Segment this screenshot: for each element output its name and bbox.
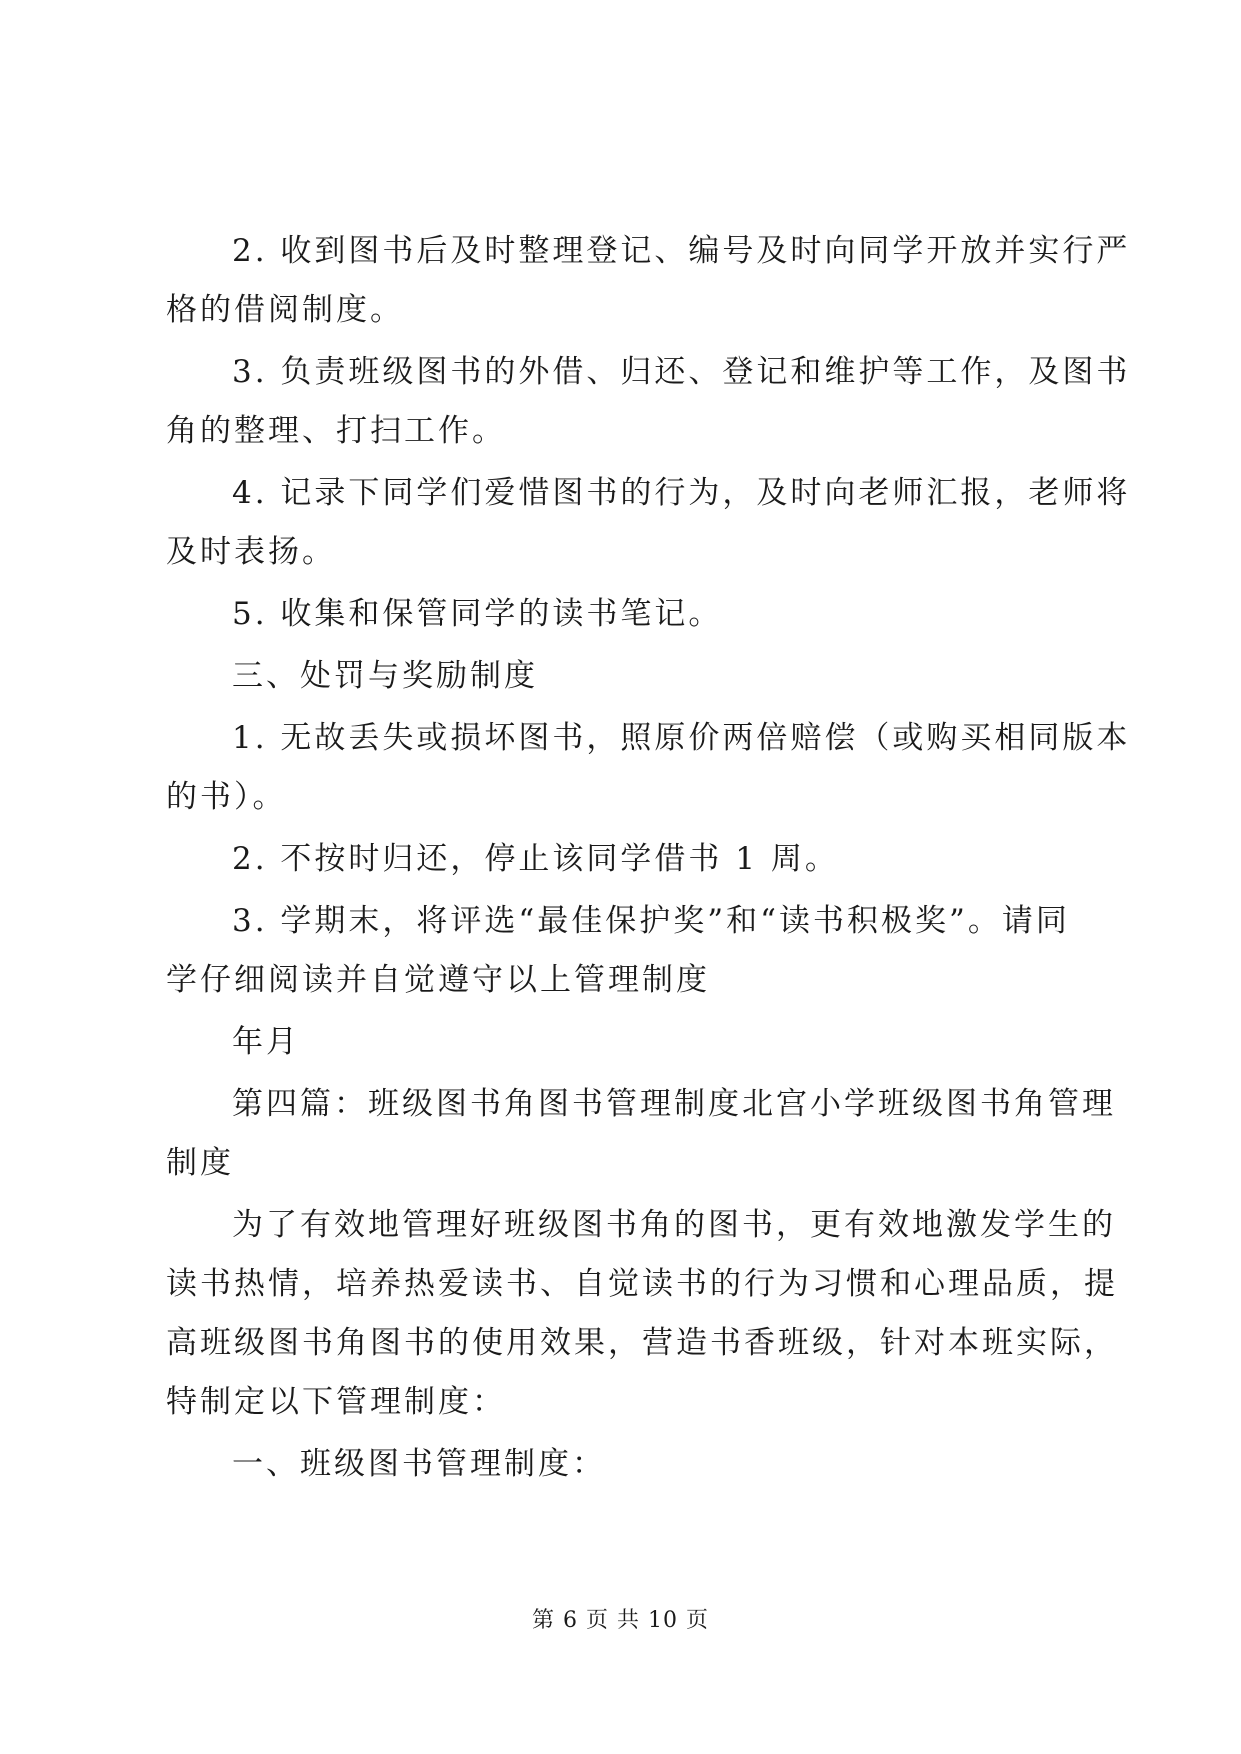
document-body bbox=[166, 222, 1131, 1497]
text-line: 及时表扬。 bbox=[166, 534, 336, 570]
text-line: 2. 收到图书后及时整理登记、编号及时向同学开放并实行严 bbox=[232, 233, 1131, 269]
paragraph-item-4 bbox=[166, 464, 1131, 582]
penalty-item-1 bbox=[166, 709, 1131, 827]
text-line: 3. 负责班级图书的外借、归还、登记和维护等工作，及图书 bbox=[232, 354, 1131, 390]
text-line: 1. 无故丢失或损坏图书，照原价两倍赔偿（或购买相同版本 bbox=[232, 720, 1131, 756]
date-line bbox=[166, 1013, 1086, 1072]
text-line: 2. 不按时归还，停止该同学借书 1 周。 bbox=[232, 841, 839, 877]
section-heading-management bbox=[166, 1435, 1086, 1494]
text-line: 年月 bbox=[232, 1024, 300, 1060]
paragraph-item-5 bbox=[166, 585, 1086, 644]
text-line: 读书热情，培养热爱读书、自觉读书的行为习惯和心理品质，提 bbox=[166, 1266, 1118, 1302]
intro-paragraph bbox=[166, 1196, 1118, 1432]
text-line: 一、班级图书管理制度： bbox=[232, 1446, 606, 1482]
text-line: 第四篇：班级图书角图书管理制度北宫小学班级图书角管理 bbox=[232, 1086, 1116, 1122]
penalty-item-2 bbox=[166, 830, 1086, 889]
page-footer: 第 6 页 共 10 页 bbox=[532, 1608, 709, 1633]
text-line: 制度 bbox=[166, 1145, 234, 1181]
penalty-item-3 bbox=[166, 892, 1086, 1010]
text-line: 的书）。 bbox=[166, 779, 287, 815]
text-line: 角的整理、打扫工作。 bbox=[166, 413, 506, 449]
section-heading-penalties bbox=[166, 647, 1086, 706]
text-line: 为了有效地管理好班级图书角的图书，更有效地激发学生的 bbox=[232, 1207, 1116, 1243]
paragraph-item-2 bbox=[166, 222, 1131, 340]
text-line: 3. 学期末，将评选“最佳保护奖”和“读书积极奖”。请同 bbox=[232, 903, 1070, 939]
paragraph-item-3 bbox=[166, 343, 1131, 461]
text-line: 学仔细阅读并自觉遵守以上管理制度 bbox=[166, 962, 710, 998]
chapter-title bbox=[166, 1075, 1116, 1193]
text-line: 5. 收集和保管同学的读书笔记。 bbox=[232, 596, 723, 632]
text-line: 特制定以下管理制度： bbox=[166, 1384, 506, 1420]
text-line: 高班级图书角图书的使用效果，营造书香班级，针对本班实际， bbox=[166, 1325, 1118, 1361]
text-line: 格的借阅制度。 bbox=[166, 292, 404, 328]
text-line: 4. 记录下同学们爱惜图书的行为，及时向老师汇报，老师将 bbox=[232, 475, 1131, 511]
text-line: 三、处罚与奖励制度 bbox=[232, 658, 538, 694]
